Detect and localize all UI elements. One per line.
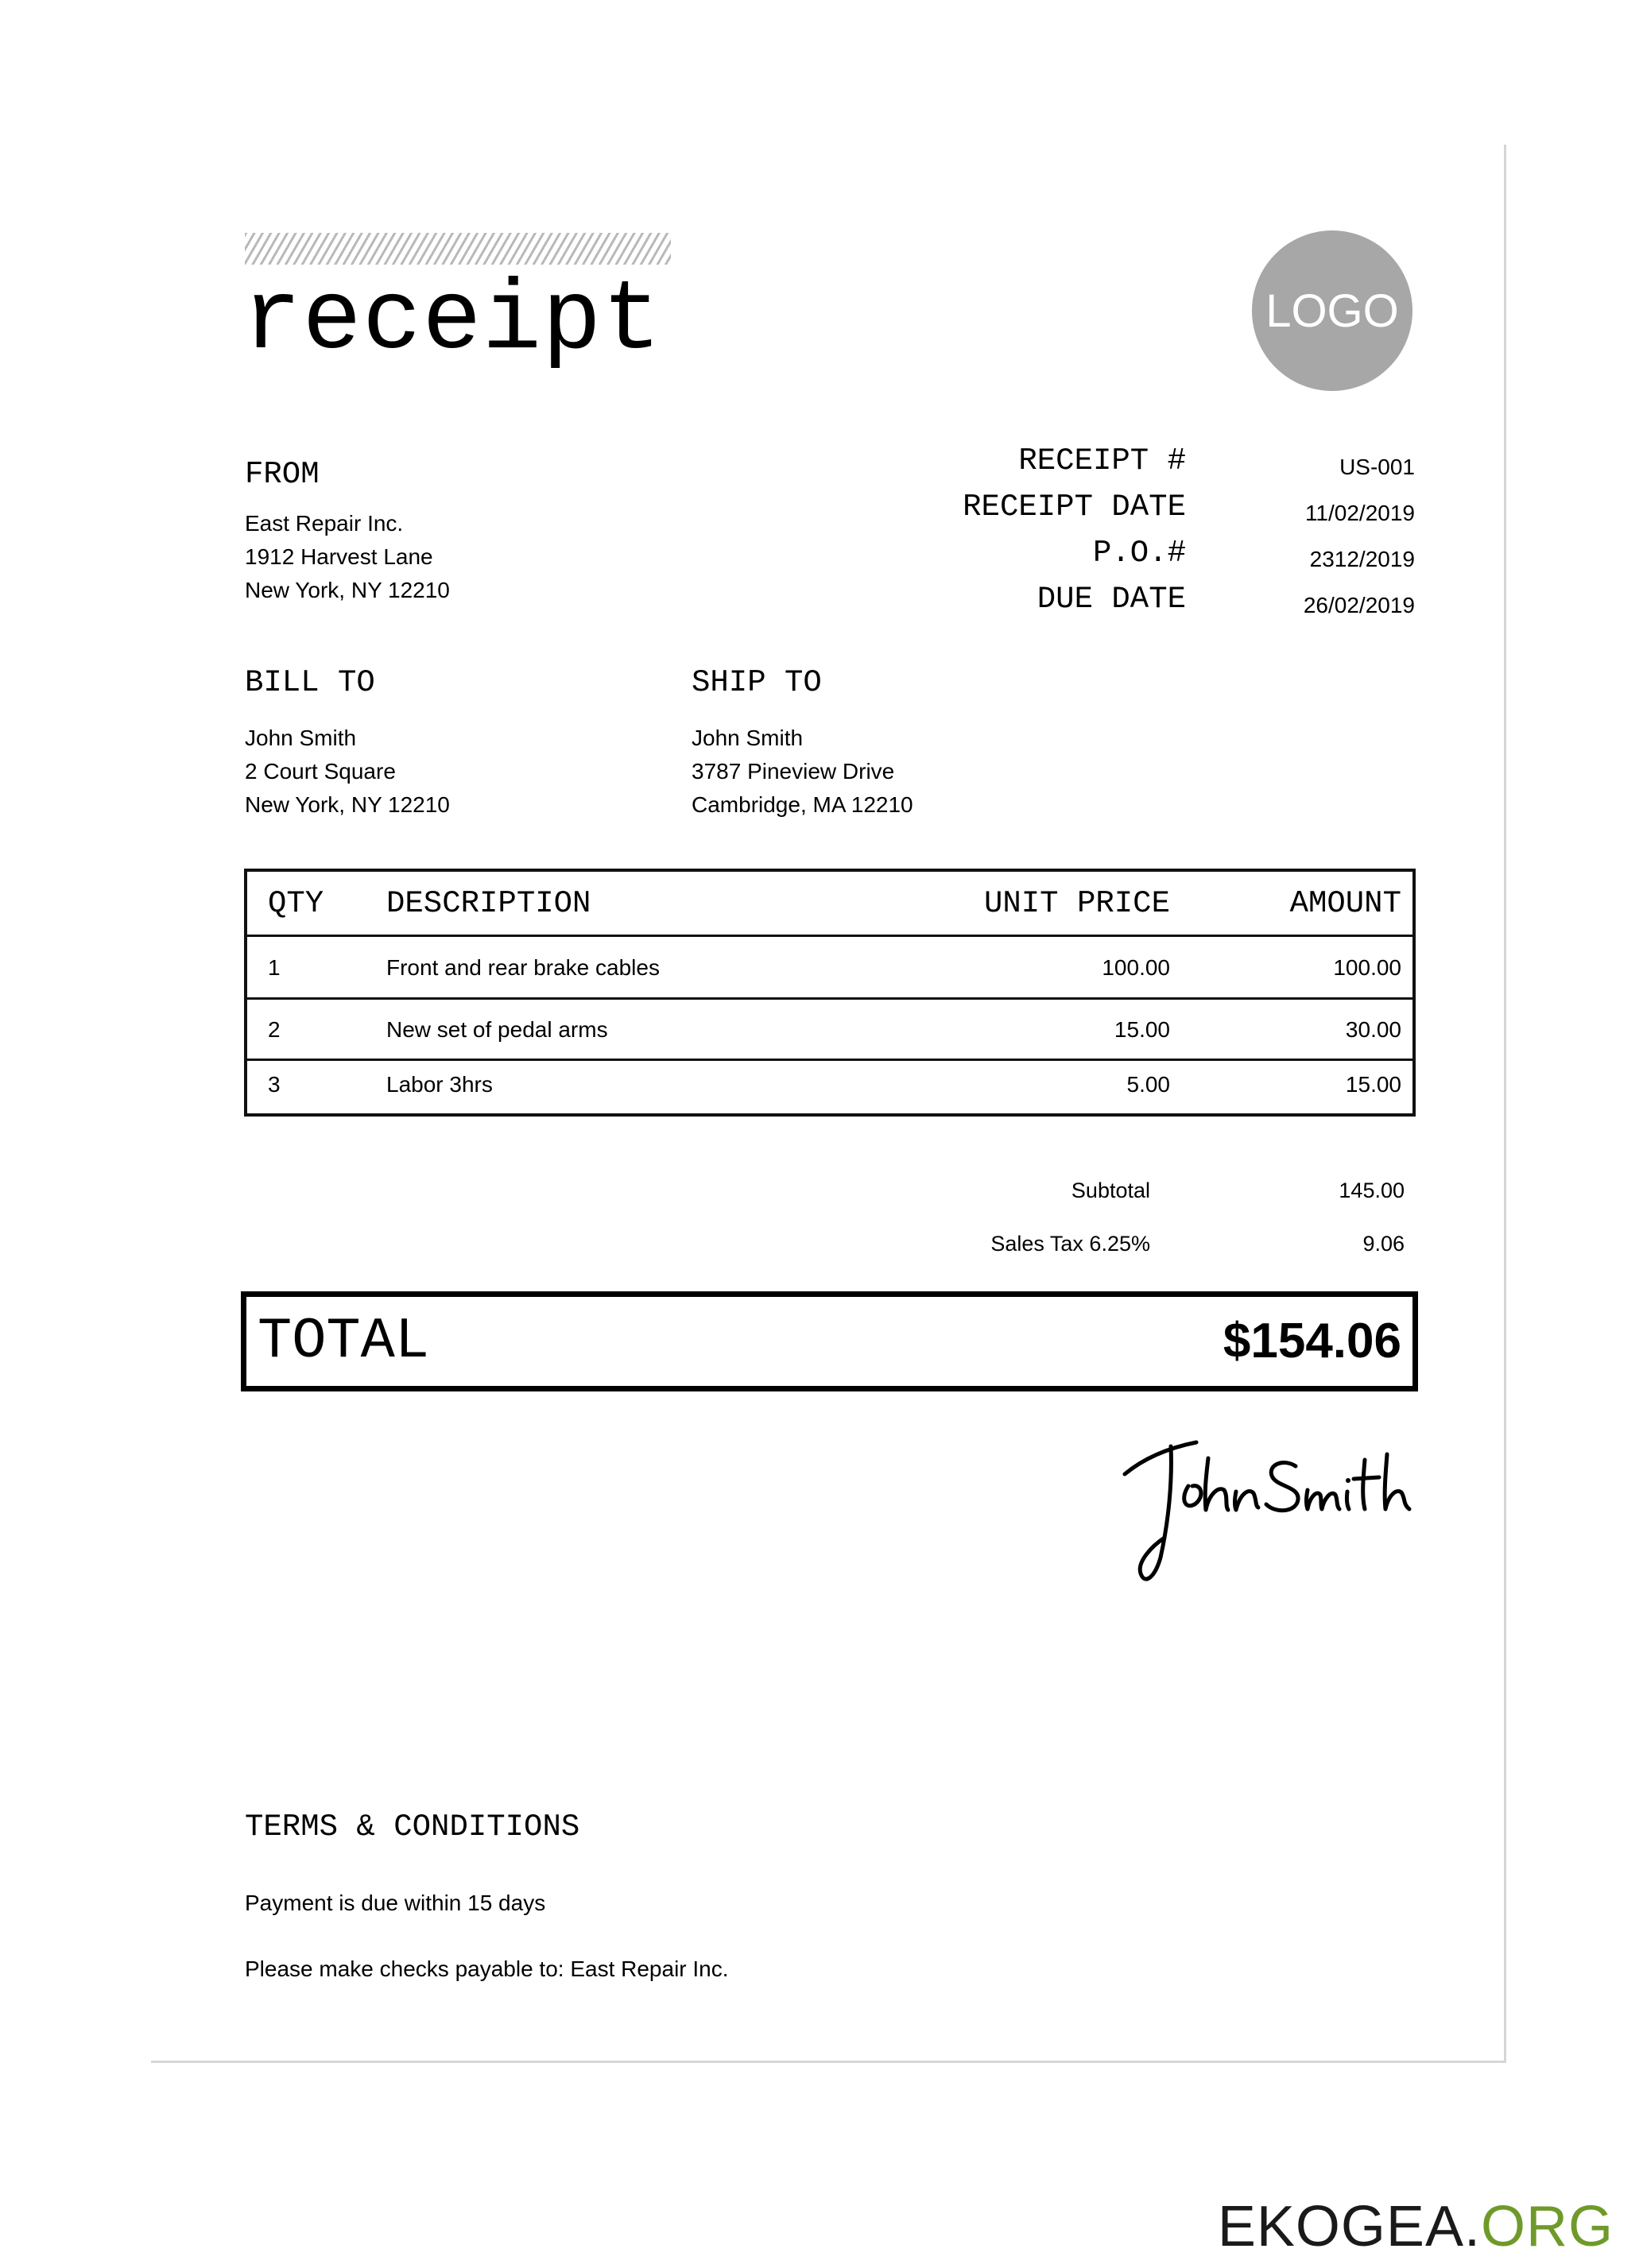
- bill-to-line: New York, NY 12210: [245, 792, 450, 817]
- row-amount: 15.00: [1345, 1072, 1401, 1097]
- table-row: [247, 938, 1412, 998]
- bill-to-label: BILL TO: [245, 665, 375, 700]
- row-qty: 2: [268, 1017, 281, 1042]
- bill-to-line: 2 Court Square: [245, 759, 396, 784]
- bill-to-address: [245, 722, 450, 822]
- row-qty: 1: [268, 955, 281, 980]
- row-unit-price: 100.00: [1102, 955, 1170, 980]
- po-value: 2312/2019: [1309, 547, 1415, 571]
- bill-to-line: John Smith: [245, 726, 357, 750]
- ship-to-address: [692, 722, 913, 822]
- table-divider: [247, 935, 1412, 937]
- watermark-text: EKOGEA.: [1217, 2195, 1481, 2258]
- due-date-label: DUE DATE: [1037, 582, 1186, 617]
- hatch-decoration: [245, 233, 671, 265]
- terms-line: Payment is due within 15 days: [245, 1891, 546, 1915]
- row-amount: 30.00: [1345, 1017, 1401, 1042]
- header-unit-price: UNIT PRICE: [983, 886, 1170, 921]
- logo-placeholder: [1252, 230, 1412, 391]
- due-date-value: 26/02/2019: [1303, 593, 1415, 617]
- table-header-row: [247, 872, 1412, 935]
- po-label: P.O.#: [1092, 536, 1186, 571]
- from-line: New York, NY 12210: [245, 578, 450, 602]
- subtotal-label: Subtotal: [1071, 1179, 1150, 1202]
- row-qty: 3: [268, 1072, 281, 1097]
- from-line: East Repair Inc.: [245, 511, 404, 536]
- items-table: [244, 869, 1416, 1117]
- page-edge-bottom: [151, 2061, 1506, 2063]
- header-description: DESCRIPTION: [386, 886, 591, 921]
- from-line: 1912 Harvest Lane: [245, 544, 433, 569]
- row-amount: 100.00: [1333, 955, 1401, 980]
- sales-tax-label: Sales Tax 6.25%: [990, 1232, 1150, 1256]
- document-title: receipt: [242, 266, 662, 377]
- signature-image: [1109, 1411, 1427, 1601]
- watermark: [1218, 2193, 1614, 2260]
- terms-line: Please make checks payable to: East Repair Inc.: [245, 1956, 729, 1981]
- logo-text: LOGO: [1265, 284, 1399, 337]
- table-row: [247, 1000, 1412, 1060]
- receipt-number-value: US-001: [1339, 455, 1415, 479]
- header-amount: AMOUNT: [1289, 886, 1401, 921]
- row-unit-price: 15.00: [1114, 1017, 1170, 1042]
- watermark-suffix: ORG: [1480, 2195, 1614, 2258]
- ship-to-line: John Smith: [692, 726, 804, 750]
- ship-to-label: SHIP TO: [692, 665, 822, 700]
- row-description: Labor 3hrs: [386, 1072, 493, 1097]
- row-description: New set of pedal arms: [386, 1017, 608, 1042]
- from-address: [245, 507, 450, 607]
- receipt-number-label: RECEIPT #: [1018, 443, 1186, 478]
- ship-to-line: 3787 Pineview Drive: [692, 759, 895, 784]
- row-description: Front and rear brake cables: [386, 955, 660, 980]
- from-label: FROM: [245, 457, 320, 492]
- total-label: TOTAL: [258, 1309, 430, 1374]
- header-qty: QTY: [268, 886, 324, 921]
- page-edge-right: [1504, 145, 1506, 2062]
- receipt-date-label: RECEIPT DATE: [963, 490, 1186, 524]
- row-unit-price: 5.00: [1126, 1072, 1170, 1097]
- subtotal-value: 145.00: [1339, 1179, 1405, 1202]
- terms-label: TERMS & CONDITIONS: [245, 1809, 580, 1844]
- table-row: [247, 1055, 1412, 1115]
- receipt-date-value: 11/02/2019: [1304, 501, 1415, 525]
- total-box: [241, 1291, 1418, 1391]
- ship-to-line: Cambridge, MA 12210: [692, 792, 913, 817]
- sales-tax-value: 9.06: [1362, 1232, 1405, 1256]
- total-value: $154.06: [1223, 1314, 1401, 1368]
